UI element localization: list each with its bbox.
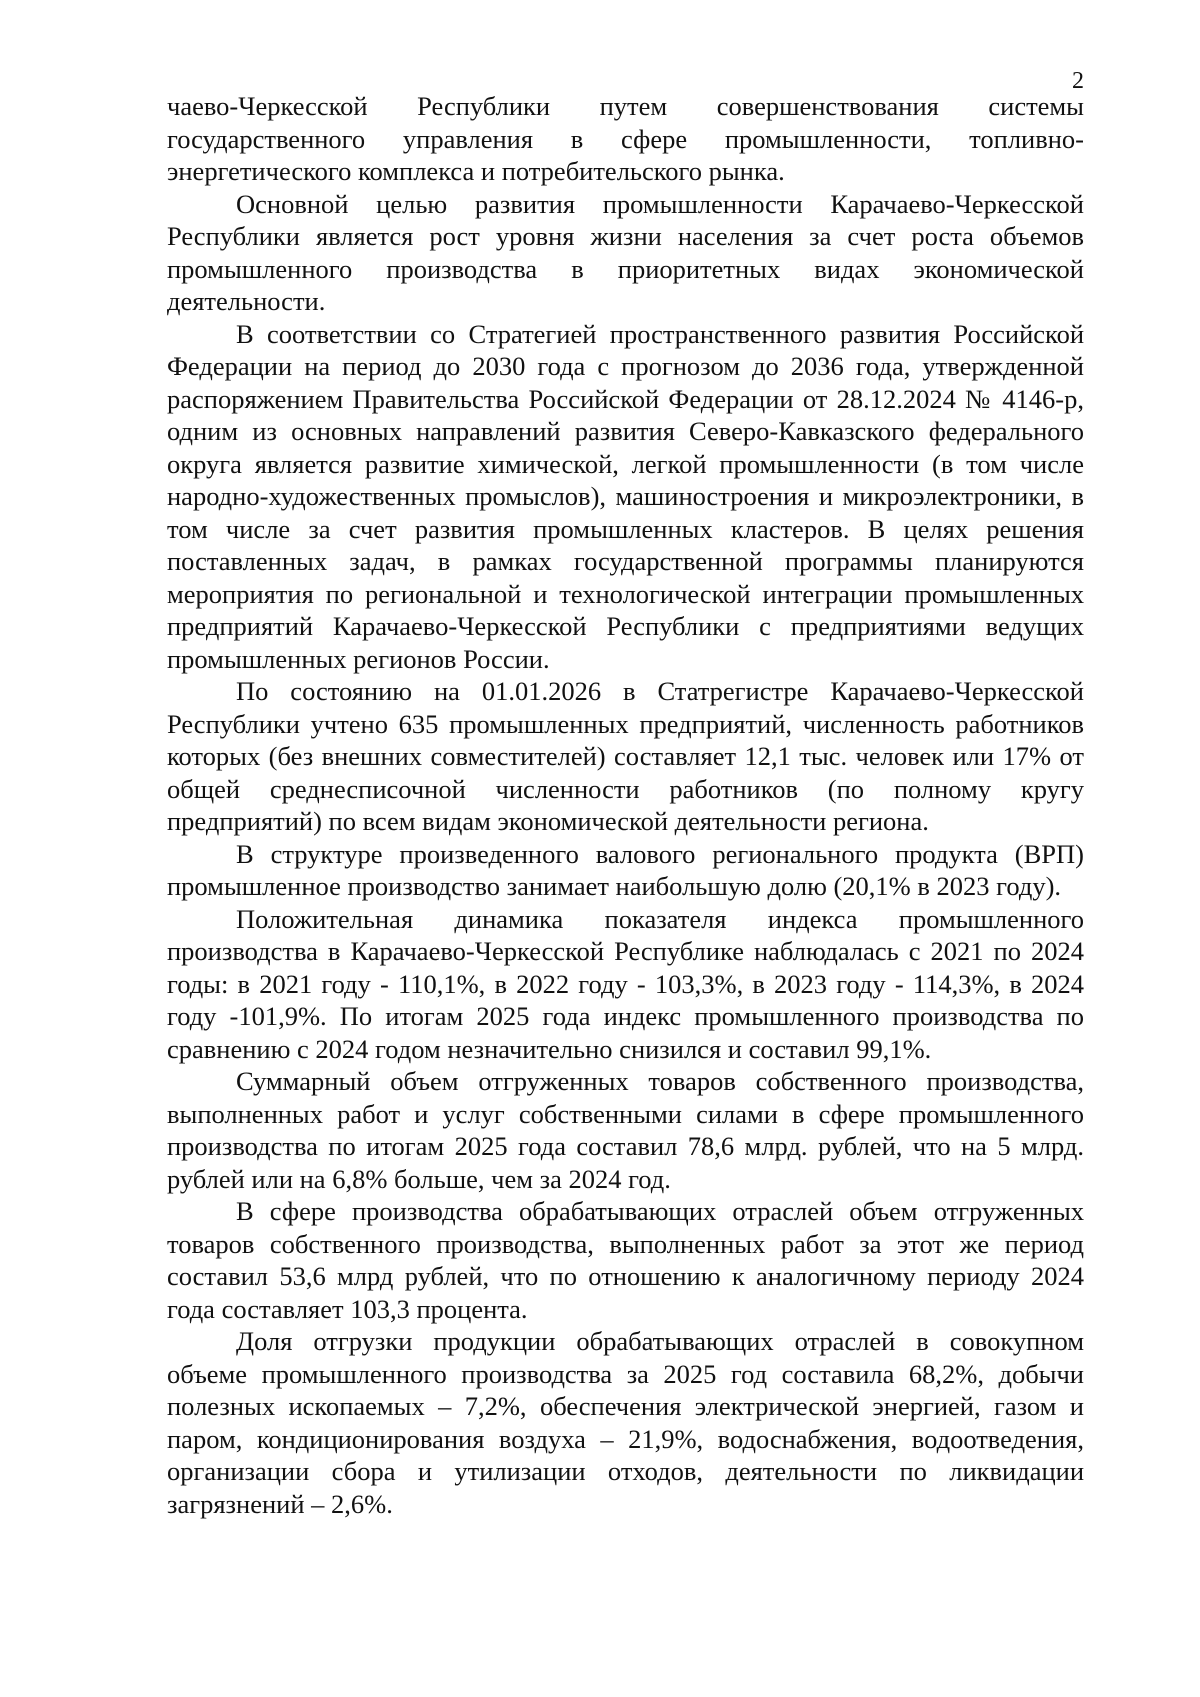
paragraph-strategy: В соответствии со Стратегией пространственного развития Российской Федерации на период до 2030 года с прогнозом до 2036 года, утвержденной распоряжением Правительства Российской Федерации от 28.12.2024 № 4146-р, одним из основных направлений развития Северо-Кавказского федерального округа является развитие химической, легкой промышленности (в том числе народно-художественных промыслов), машиностроения и микроэлектроники, в том числе за счет развития промышленных кластеров. В целях решения поставленных задач, в рамках государственной программы планируются мероприятия по региональной и технологической интеграции промышленных предприятий Карачаево-Черкесской Республики с предприятиями ведущих промышленных регионов России. [167,318,1084,674]
paragraph-shares: Доля отгрузки продукции обрабатывающих отраслей в совокупном объеме промышленного производства за 2025 год составила 68,2%, добычи полезных ископаемых – 7,2%, обеспечения электрической энергией, газом и паром, кондиционирования воздуха – 21,9%, водоснабжения, водоотведения, организации сбора и утилизации отходов, деятельности по ликвидации загрязнений – 2,6%. [167,1326,1084,1519]
paragraph-shipped-volume: Суммарный объем отгруженных товаров собственного производства, выполненных работ и услуг собственными силами в сфере промышленного производства по итогам 2025 года составил 78,6 млрд. рублей, что на 5 млрд. рублей или на 6,8% больше, чем за 2024 год. [167,1066,1084,1194]
paragraph-continuation: чаево-Черкесской Республики путем совершенствования системы государственного управления в сфере промышленности, топливно-энергетического комплекса и потребительского рынка. [167,91,1084,186]
paragraph-main-goal: Основной целью развития промышленности Карачаево-Черкесской Республики является рост уровня жизни населения за счет роста объемов промышленного производства в приоритетных видах экономической деятельности. [167,188,1084,316]
paragraph-grp-structure: В структуре произведенного валового регионального продукта (ВРП) промышленное производство занимает наибольшую долю (20,1% в 2023 году). [167,838,1084,901]
paragraph-statregister: По состоянию на 01.01.2026 в Статрегистре Карачаево-Черкесской Республики учтено 635 промышленных предприятий, численность работников которых (без внешних совместителей) составляет 12,1 тыс. человек или 17% от общей среднесписочной численности работников (по полному кругу предприятий) по всем видам экономической деятельности региона. [167,676,1084,836]
paragraph-manufacturing: В сфере производства обрабатывающих отраслей объем отгруженных товаров собственного производства, выполненных работ за этот же период составил 53,6 млрд рублей, что по отношению к аналогичному периоду 2024 года составляет 103,3 процента. [167,1196,1084,1324]
paragraph-production-index: Положительная динамика показателя индекса промышленного производства в Карачаево-Черкесской Республике наблюдалась с 2021 по 2024 годы: в 2021 году - 110,1%, в 2022 году - 103,3%, в 2023 году - 114,3%, в 2024 году -101,9%. По итогам 2025 года индекс промышленного производства по сравнению с 2024 годом незначительно снизился и составил 99,1%. [167,903,1084,1064]
document-body [167,90,1084,1520]
page-number: 2 [1072,68,1084,94]
